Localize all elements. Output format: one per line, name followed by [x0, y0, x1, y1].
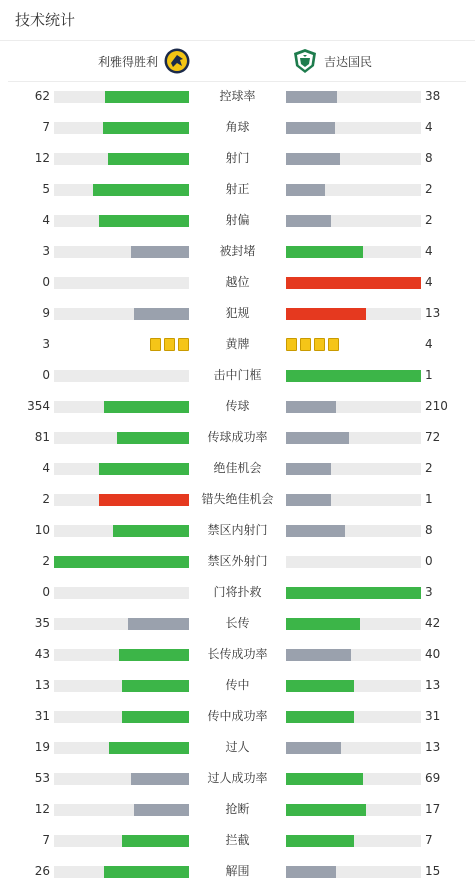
away-stat-bar-track [286, 866, 421, 878]
home-stat-bar-fill [122, 680, 190, 692]
away-stat-bar-fill [286, 308, 366, 320]
away-stat-bar-fill [286, 494, 331, 506]
yellow-card-icon [286, 338, 297, 351]
away-stat-value: 42 [425, 616, 441, 630]
away-stat-bar-fill [286, 184, 325, 196]
stat-row [0, 329, 475, 360]
home-stat-bar-track [54, 246, 189, 258]
yellow-card-icon [178, 338, 189, 351]
away-stat-bar-fill [286, 742, 341, 754]
away-stat-value: 13 [425, 740, 441, 754]
stat-label: 传球 [225, 399, 250, 413]
away-stat-bar-track [286, 401, 421, 413]
home-stat-value: 0 [42, 368, 50, 382]
away-stat-bar-track [286, 122, 421, 134]
stat-label: 黄牌 [225, 337, 250, 351]
stat-row [0, 732, 475, 763]
away-stat-value: 0 [425, 554, 433, 568]
away-stat-bar-fill [286, 215, 331, 227]
stat-label: 传球成功率 [207, 430, 268, 444]
stat-row [0, 670, 475, 701]
away-stat-bar-fill [286, 122, 335, 134]
stat-row [0, 267, 475, 298]
away-stat-bar-track [286, 308, 421, 320]
stat-label: 禁区内射门 [207, 523, 268, 537]
away-stat-bar-fill [286, 587, 421, 599]
away-stat-value: 7 [425, 833, 433, 847]
away-stat-bar-fill [286, 463, 331, 475]
stat-row [0, 205, 475, 236]
home-stat-bar-fill [109, 742, 189, 754]
home-stat-value: 10 [34, 523, 50, 537]
home-stat-bar-fill [131, 773, 189, 785]
away-stat-value: 13 [425, 306, 441, 320]
home-stat-bar-fill [122, 835, 190, 847]
home-stat-bar-track [54, 494, 189, 506]
home-stat-bar-fill [117, 432, 189, 444]
away-stat-value: 2 [425, 182, 433, 196]
home-stat-bar-track [54, 122, 189, 134]
stat-label: 击中门框 [213, 368, 262, 382]
away-stat-bar-track [286, 184, 421, 196]
home-stat-value: 4 [42, 213, 50, 227]
away-stat-bar-track [286, 277, 421, 289]
away-stat-bar-fill [286, 804, 366, 816]
home-stat-bar-track [54, 432, 189, 444]
stat-row [0, 794, 475, 825]
home-stat-value: 43 [34, 647, 50, 661]
away-stat-bar-fill [286, 711, 354, 723]
away-yellow-cards [286, 338, 339, 351]
away-stat-bar-fill [286, 835, 354, 847]
home-stat-value: 2 [42, 492, 50, 506]
away-stat-bar-track [286, 432, 421, 444]
home-stat-value: 81 [34, 430, 50, 444]
stat-label: 射门 [225, 151, 250, 165]
home-stat-bar-fill [128, 618, 189, 630]
home-stat-value: 3 [42, 337, 50, 351]
stat-label: 门将扑救 [213, 585, 262, 599]
away-stat-bar-track [286, 680, 421, 692]
home-team-name: 利雅得胜利 [97, 54, 158, 69]
yellow-card-icon [300, 338, 311, 351]
stat-label: 控球率 [219, 89, 256, 103]
stat-row [0, 360, 475, 391]
home-stat-bar-fill [93, 184, 189, 196]
home-stat-bar-fill [99, 494, 189, 506]
away-stat-value: 15 [425, 864, 441, 878]
stat-label: 射偏 [225, 213, 250, 227]
home-stat-bar-fill [134, 308, 189, 320]
stat-label: 绝佳机会 [213, 461, 262, 475]
stat-row [0, 608, 475, 639]
home-stat-bar-track [54, 153, 189, 165]
stat-label: 长传成功率 [207, 647, 268, 661]
home-stat-bar-track [54, 742, 189, 754]
stat-label: 长传 [225, 616, 250, 630]
stat-row [0, 577, 475, 608]
stat-label: 犯规 [225, 306, 250, 320]
home-stat-bar-track [54, 866, 189, 878]
home-stat-bar-track [54, 401, 189, 413]
home-stat-value: 354 [27, 399, 50, 413]
home-stat-value: 0 [42, 275, 50, 289]
home-stat-bar-fill [105, 91, 189, 103]
stat-label: 抢断 [225, 802, 250, 816]
stat-row [0, 236, 475, 267]
away-stat-value: 40 [425, 647, 441, 661]
away-stat-bar-track [286, 556, 421, 568]
stat-row [0, 825, 475, 856]
away-stat-bar-fill [286, 773, 363, 785]
away-stat-value: 31 [425, 709, 441, 723]
away-stat-value: 69 [425, 771, 441, 785]
home-stat-value: 13 [34, 678, 50, 692]
home-stat-value: 4 [42, 461, 50, 475]
away-stat-bar-track [286, 370, 421, 382]
stat-label: 射正 [225, 182, 250, 196]
stat-label: 禁区外射门 [207, 554, 268, 568]
away-stat-bar-track [286, 804, 421, 816]
stat-row [0, 701, 475, 732]
home-stat-value: 12 [34, 151, 50, 165]
yellow-card-icon [150, 338, 161, 351]
stat-row [0, 515, 475, 546]
away-stat-bar-track [286, 835, 421, 847]
home-stat-bar-fill [54, 556, 189, 568]
home-stat-bar-fill [103, 122, 189, 134]
home-stat-value: 0 [42, 585, 50, 599]
away-stat-value: 13 [425, 678, 441, 692]
away-stat-value: 2 [425, 461, 433, 475]
stat-row [0, 298, 475, 329]
home-stat-bar-fill [104, 866, 189, 878]
home-stat-value: 7 [42, 833, 50, 847]
away-stat-bar-track [286, 525, 421, 537]
away-stat-bar-track [286, 742, 421, 754]
away-stat-bar-fill [286, 91, 337, 103]
stats-list [0, 81, 475, 887]
home-stat-value: 7 [42, 120, 50, 134]
away-stat-value: 1 [425, 492, 433, 506]
away-stat-bar-track [286, 618, 421, 630]
yellow-card-icon [314, 338, 325, 351]
home-stat-value: 31 [34, 709, 50, 723]
stat-label: 错失绝佳机会 [201, 492, 274, 506]
home-stat-bar-track [54, 773, 189, 785]
home-stat-bar-track [54, 308, 189, 320]
away-stat-bar-fill [286, 649, 351, 661]
home-stat-value: 9 [42, 306, 50, 320]
home-stat-value: 3 [42, 244, 50, 258]
stat-label: 角球 [225, 120, 250, 134]
home-stat-bar-fill [108, 153, 189, 165]
away-stat-bar-track [286, 587, 421, 599]
home-stat-bar-track [54, 618, 189, 630]
away-stat-bar-track [286, 711, 421, 723]
al-nassr-crest-icon [164, 48, 190, 74]
away-stat-value: 210 [425, 399, 448, 413]
yellow-card-icon [164, 338, 175, 351]
stat-row [0, 484, 475, 515]
away-stat-bar-fill [286, 246, 363, 258]
home-stat-bar-track [54, 556, 189, 568]
al-ahli-crest-icon [292, 48, 318, 74]
home-stat-value: 35 [34, 616, 50, 630]
home-team [98, 48, 190, 74]
home-stat-bar-track [54, 463, 189, 475]
away-stat-bar-track [286, 91, 421, 103]
away-stat-value: 17 [425, 802, 441, 816]
away-stat-bar-track [286, 463, 421, 475]
home-stat-bar-track [54, 587, 189, 599]
page-title: 技术统计 [15, 11, 76, 29]
stat-row [0, 81, 475, 112]
away-stat-bar-track [286, 153, 421, 165]
away-stat-bar-fill [286, 432, 349, 444]
away-stat-value: 8 [425, 151, 433, 165]
away-stat-bar-track [286, 494, 421, 506]
home-stat-value: 62 [34, 89, 50, 103]
stat-label: 越位 [225, 275, 250, 289]
home-stat-bar-track [54, 525, 189, 537]
away-stat-bar-track [286, 649, 421, 661]
away-stat-bar-fill [286, 680, 354, 692]
stat-label: 传中 [225, 678, 250, 692]
away-stat-bar-fill [286, 401, 336, 413]
away-stat-value: 72 [425, 430, 441, 444]
away-team [292, 48, 372, 74]
away-stat-bar-track [286, 773, 421, 785]
stat-row [0, 174, 475, 205]
home-stat-bar-track [54, 370, 189, 382]
home-stat-bar-track [54, 215, 189, 227]
home-stat-value: 12 [34, 802, 50, 816]
home-stat-bar-track [54, 277, 189, 289]
home-stat-bar-fill [134, 804, 189, 816]
home-stat-bar-fill [99, 215, 189, 227]
stat-row [0, 546, 475, 577]
home-stat-bar-fill [122, 711, 190, 723]
home-stat-bar-track [54, 680, 189, 692]
stat-row [0, 422, 475, 453]
away-stat-value: 2 [425, 213, 433, 227]
home-stat-bar-track [54, 184, 189, 196]
stat-row [0, 639, 475, 670]
home-yellow-cards [150, 338, 189, 351]
home-stat-bar-fill [119, 649, 189, 661]
away-stat-value: 8 [425, 523, 433, 537]
away-stat-value: 3 [425, 585, 433, 599]
away-stat-value: 4 [425, 244, 433, 258]
away-team-name: 吉达国民 [324, 54, 373, 69]
stat-label: 被封堵 [219, 244, 256, 258]
away-stat-value: 4 [425, 120, 433, 134]
stat-row [0, 143, 475, 174]
stat-row [0, 763, 475, 794]
home-stat-bar-fill [131, 246, 189, 258]
home-stat-bar-track [54, 91, 189, 103]
title-divider [0, 40, 475, 41]
stat-row [0, 856, 475, 887]
home-stat-value: 26 [34, 864, 50, 878]
stat-label: 传中成功率 [207, 709, 268, 723]
away-stat-bar-fill [286, 277, 421, 289]
stat-row [0, 391, 475, 422]
home-stat-value: 5 [42, 182, 50, 196]
home-stat-bar-track [54, 835, 189, 847]
home-stat-bar-track [54, 649, 189, 661]
away-stat-value: 4 [425, 337, 433, 351]
away-stat-value: 38 [425, 89, 441, 103]
away-stat-bar-track [286, 246, 421, 258]
away-stat-bar-fill [286, 525, 345, 537]
home-stat-value: 19 [34, 740, 50, 754]
away-stat-bar-track [286, 215, 421, 227]
home-stat-bar-track [54, 804, 189, 816]
stat-row [0, 453, 475, 484]
stat-row [0, 112, 475, 143]
away-stat-value: 4 [425, 275, 433, 289]
stat-label: 拦截 [225, 833, 250, 847]
stat-label: 过人成功率 [207, 771, 268, 785]
home-stat-value: 53 [34, 771, 50, 785]
away-stat-bar-fill [286, 153, 340, 165]
home-stat-value: 2 [42, 554, 50, 568]
home-stat-bar-fill [113, 525, 189, 537]
home-stat-bar-track [54, 711, 189, 723]
away-stat-bar-fill [286, 866, 336, 878]
stat-label: 解围 [225, 864, 250, 878]
stat-label: 过人 [225, 740, 250, 754]
yellow-card-icon [328, 338, 339, 351]
away-stat-bar-fill [286, 618, 360, 630]
home-stat-bar-fill [104, 401, 189, 413]
away-stat-value: 1 [425, 368, 433, 382]
home-stat-bar-fill [99, 463, 189, 475]
away-stat-bar-fill [286, 370, 421, 382]
